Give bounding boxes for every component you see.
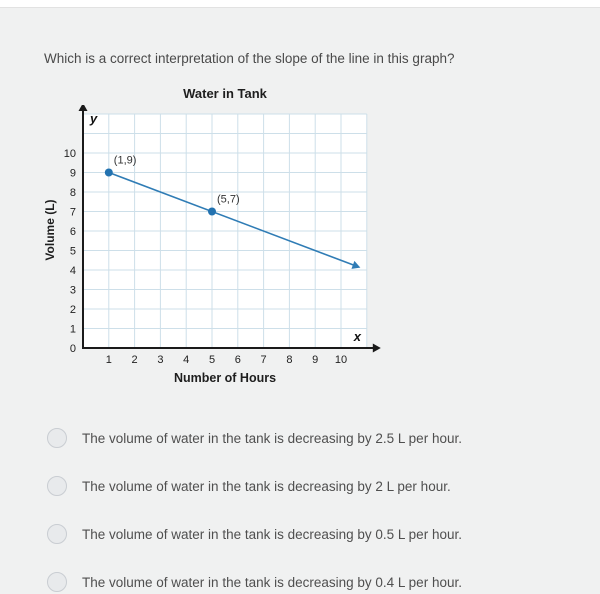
x-tick-label: 9 — [312, 354, 319, 366]
y-tick-label: 9 — [69, 167, 76, 180]
radio-button-3[interactable] — [47, 524, 67, 544]
y-symbol: y — [90, 111, 98, 126]
data-point-label: (1,9) — [113, 154, 137, 167]
x-axis-arrow-icon — [373, 344, 381, 353]
y-tick-label: 10 — [63, 148, 76, 160]
x-tick-label: 6 — [234, 354, 241, 366]
x-tick-label: 3 — [157, 354, 164, 366]
y-tick-label: 3 — [69, 284, 76, 297]
y-tick-label: 7 — [69, 206, 76, 219]
x-tick-label: 7 — [260, 354, 267, 366]
question-text: Which is a correct interpretation of the slope of the line in this graph? — [44, 51, 455, 66]
answer-option-label: The volume of water in the tank is decreasing by 0.5 L per hour. — [82, 526, 462, 542]
answer-option-4[interactable] — [0, 558, 600, 594]
answer-option-3[interactable] — [0, 510, 600, 558]
radio-button-4[interactable] — [47, 572, 67, 592]
x-tick-label: 5 — [208, 354, 216, 366]
answer-option-label: The volume of water in the tank is decreasing by 2 L per hour. — [82, 478, 451, 494]
radio-button-2[interactable] — [47, 476, 67, 496]
y-tick-label: 2 — [69, 304, 76, 316]
data-point — [208, 208, 216, 216]
answer-option-2[interactable] — [0, 462, 600, 510]
y-axis-arrow-icon — [79, 105, 88, 111]
radio-button-1[interactable] — [47, 428, 67, 448]
y-tick-label: 5 — [69, 245, 76, 258]
chart-title: Water in Tank — [183, 86, 267, 101]
y-tick-label: 6 — [69, 226, 76, 238]
x-axis-label: Number of Hours — [173, 371, 277, 385]
y-tick-label: 8 — [69, 187, 76, 199]
y-tick-label: 4 — [69, 265, 76, 277]
answer-options — [0, 414, 600, 594]
top-bar — [0, 0, 600, 8]
y-tick-label: 1 — [69, 323, 76, 336]
x-tick-label: 1 — [105, 354, 112, 366]
answer-option-label: The volume of water in the tank is decreasing by 2.5 L per hour. — [82, 430, 462, 446]
x-tick-label: 4 — [183, 354, 190, 366]
x-tick-label: 10 — [334, 354, 348, 366]
answer-option-label: The volume of water in the tank is decreasing by 0.4 L per hour. — [82, 574, 462, 590]
y-tick-label: 0 — [69, 343, 76, 355]
data-point — [105, 169, 113, 177]
data-point-label: (5,7) — [217, 193, 240, 206]
x-tick-label: 8 — [286, 354, 293, 366]
x-symbol: x — [353, 329, 362, 344]
y-axis-label: Volume (L) — [43, 199, 57, 261]
x-tick-label: 2 — [131, 354, 138, 366]
line-chart-svg — [40, 105, 390, 370]
answer-option-1[interactable] — [0, 414, 600, 462]
